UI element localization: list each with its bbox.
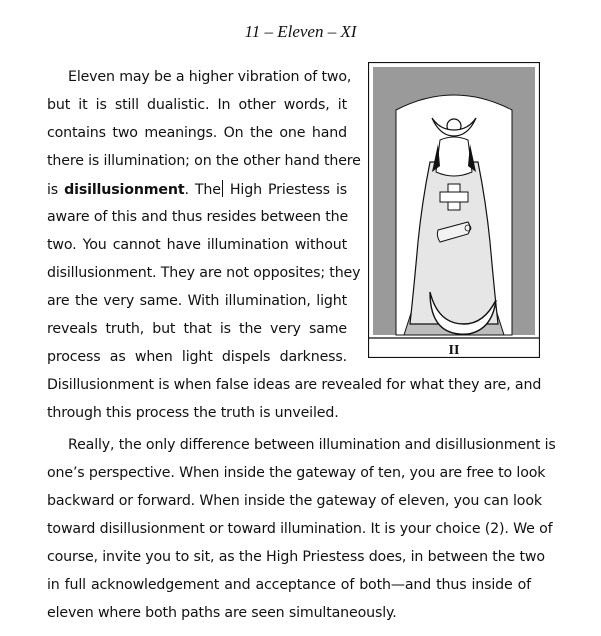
paragraph-line: Disillusionment is when false ideas are revealed for what they are, and <box>47 377 542 393</box>
paragraph-line: Eleven may be a higher vibration of two, <box>68 69 352 85</box>
card-numeral: II <box>448 343 460 358</box>
paragraph-line: backward or forward. When inside the gateway of eleven, you can look <box>47 493 542 509</box>
line-text: . The <box>184 182 221 198</box>
paragraph-line: toward disillusionment or toward illumination. It is your choice (2). We of <box>47 521 553 537</box>
line-text: High Priestess is <box>223 182 347 198</box>
cross-center <box>449 193 459 201</box>
paragraph-line: disillusionment. They are not opposites; they <box>47 265 361 281</box>
paragraph-line <box>47 180 347 199</box>
paragraph-line: Really, the only difference between illumination and disillusionment is <box>68 437 556 453</box>
paragraph-line: process as when light dispels darkness. <box>47 349 347 365</box>
paragraph-line: aware of this and thus resides between the <box>47 209 349 225</box>
paragraph-line: two. You cannot have illumination without <box>47 237 347 253</box>
text-cursor <box>222 180 223 197</box>
chapter-heading: 11 – Eleven – XI <box>244 22 357 41</box>
high-priestess-card-illustration <box>368 62 540 358</box>
line-text: is <box>47 182 65 198</box>
paragraph-line: eleven where both paths are seen simultaneously. <box>47 605 397 621</box>
paragraph-line: contains two meanings. On the one hand <box>47 125 347 141</box>
paragraph-line: reveals truth, but that is the very same <box>47 321 347 337</box>
paragraph-line: course, invite you to sit, as the High Priestess does, in between the two <box>47 549 545 565</box>
paragraph-line: there is illumination; on the other hand there <box>47 153 361 169</box>
head <box>436 137 472 176</box>
paragraph-line: through this process the truth is unveiled. <box>47 405 339 421</box>
high-priestess-icon <box>368 62 540 358</box>
paragraph-line: but it is still dualistic. In other words, it <box>47 97 347 113</box>
paragraph-line: in full acknowledgement and acceptance of both—and thus inside of <box>47 577 531 593</box>
emphasis-disillusionment: disillusionment <box>64 182 185 198</box>
paragraph-line: one’s perspective. When inside the gateway of ten, you are free to look <box>47 465 546 481</box>
paragraph-line: are the very same. With illumination, light <box>47 293 347 309</box>
